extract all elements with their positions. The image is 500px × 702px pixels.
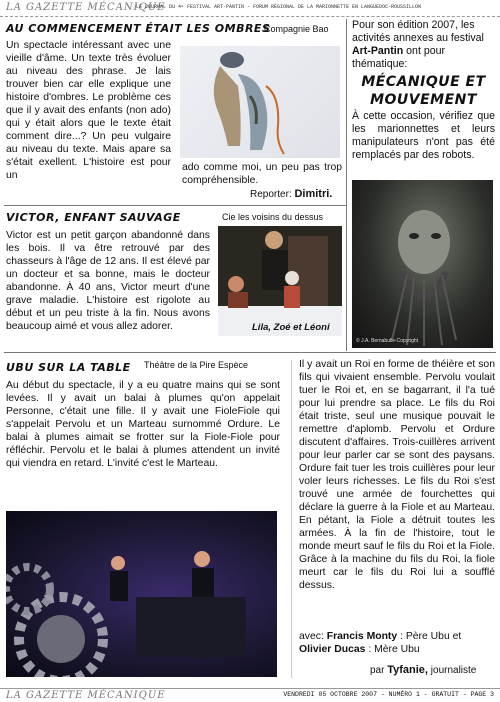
article3-title: UBU SUR LA TABLE bbox=[6, 361, 131, 374]
sidebar-theme: MÉCANIQUE ET MOUVEMENT bbox=[361, 74, 486, 108]
article3-cast bbox=[299, 630, 495, 656]
cast2-role: : Mère Ubu bbox=[368, 644, 420, 655]
column-divider bbox=[346, 19, 347, 351]
article3-column-divider bbox=[291, 360, 292, 678]
footer-logo: LA GAZETTE MÉCANIQUE bbox=[6, 690, 166, 701]
cast2-name: Olivier Ducas bbox=[299, 644, 366, 655]
masthead-logo: LA GAZETTE MÉCANIQUE bbox=[6, 2, 166, 13]
puppeteers-image bbox=[218, 226, 342, 336]
article2-company: Cie les voisins du dessus bbox=[222, 212, 324, 222]
article3-divider bbox=[4, 352, 496, 353]
article2-signature: Lila, Zoé et Léoni bbox=[252, 322, 330, 333]
robot-face-image bbox=[352, 180, 493, 348]
cast-intro: avec: bbox=[299, 631, 324, 642]
article1-text-continued: ado comme moi, un peu pas trop compréhensible. bbox=[182, 162, 342, 186]
article2-photo bbox=[218, 226, 342, 336]
byline-label: par bbox=[370, 665, 385, 676]
footer bbox=[0, 688, 500, 702]
reporter-label: Reporter: bbox=[250, 189, 292, 200]
sidebar-text: À cette occasion, vérifiez que les marionnettes et leurs manipulateurs n'ont pas été remplacés par des robots. bbox=[352, 110, 495, 161]
article1-title: AU COMMENCEMENT ÉTAIT LES OMBRES bbox=[6, 22, 271, 35]
sidebar-intro-a: Pour son édition 2007, les activités annexes au festival bbox=[352, 19, 484, 44]
cast1-role: : Père Ubu et bbox=[400, 631, 462, 642]
cast1-name: Francis Monty bbox=[326, 631, 398, 642]
article3-text-right: Il y avait un Roi en forme de théière et son fils qui vivaient ensemble. Pervolu voulait tuer le Roi et, en se bagarrant, il l'a tué pour lui prendre sa place. Le fils du Roi était triste, seul une musique pouvait le remettre d'aplomb. Pervolu et Ordure discutent d'affaires. Trois-cuillères arrivent pour leur parler car se sont des paysans. Ordure fait tuer les trois cuillères pour leur voler leurs richesses. Le fils du Roi s'est trouvé une armée de fourchettes qui déclare la guerre à la Fiole et au Marteau. En pétant, la Fiole a détruit toutes les armées. À la fin de l'histoire, tout le monde meurt sauf le fils du Roi et la Fiole. Grâce à la machine du fils du Roi, la fiole meurt car le fils du Roi lui a soufflé dessus. bbox=[299, 359, 495, 591]
article3-photo bbox=[6, 511, 277, 677]
byline-name: Tyfanie, bbox=[387, 664, 428, 676]
article2-title: VICTOR, ENFANT SAUVAGE bbox=[6, 211, 181, 224]
sidebar-intro bbox=[352, 19, 495, 71]
article1-reporter bbox=[250, 188, 332, 200]
article2-divider bbox=[4, 205, 346, 206]
article3-byline bbox=[370, 664, 476, 676]
sidebar-intro-b: ont pour thématique: bbox=[352, 45, 446, 70]
masthead-subtitle: LE JOURNAL DU 4ᵉ FESTIVAL ART·PANTIN - FORUM RÉGIONAL DE LA MARIONNETTE EN LANGUEDOC-ROUSSILLON bbox=[136, 4, 422, 10]
footer-info: VENDREDI 05 OCTOBRE 2007 - NUMÉRO 1 - GRATUIT - PAGE 3 bbox=[283, 691, 494, 698]
byline-role: journaliste bbox=[430, 665, 477, 676]
article3-text-left: Au début du spectacle, il y a eu quatre mains qui se sont levées. Il y avait un balai à plumes qu'on appelait Personne, c'était une fille. Il y avait une FioleFiole qui s'appelait Pervolu et un Marteau surnommé Ordure. Le balai à plumes aimait se frotter sur la Fiole-Fiole pour réfléchir. Pervolu et le balai à plumes attendent un invité qui viendra en retard. L'invité c'est le Marteau. bbox=[6, 380, 280, 469]
article3-company: Théâtre de la Pire Espèce bbox=[144, 360, 249, 370]
sidebar-photo-credit: © J.A. Bernabulle-Copyright bbox=[356, 338, 419, 344]
article1-company: Compagnie Bao bbox=[264, 24, 329, 34]
article1-text: Un spectacle intéressant avec une vieille d'âme. Un texte très évoluer au niveau des phrase. Je lais trouver bien car elle explique une histoire d'ombres. Le problème ces que il y avait des enfants (non ado) qui y était alors que le texte était comment dire...? Un peu vulgaire au niveau du texte. Mais apare sa s'était exellent. L'histoire est pour un bbox=[6, 40, 171, 181]
masthead bbox=[0, 0, 500, 17]
reporter-name: Dimitri. bbox=[294, 188, 333, 200]
article1-photo bbox=[180, 46, 340, 158]
shadow-puppet-image bbox=[180, 46, 340, 158]
sidebar-photo bbox=[352, 180, 493, 348]
sidebar-brand: Art-Pantin bbox=[352, 45, 404, 57]
article2-text: Victor est un petit garçon abandonné dans les bois. Il va être retrouvé par des chasseurs à l'âge de 12 ans. Il est élevé par un docteur et sa bonne, mais le docteur abandonne. À 40 ans, Victor meurt d'une grave maladie. L'histoire est rigolote au début et un peu triste à la fin. Nous avons beaucoup aimé et vous allez adorer. bbox=[6, 230, 210, 332]
stage-performance-image bbox=[6, 511, 277, 677]
